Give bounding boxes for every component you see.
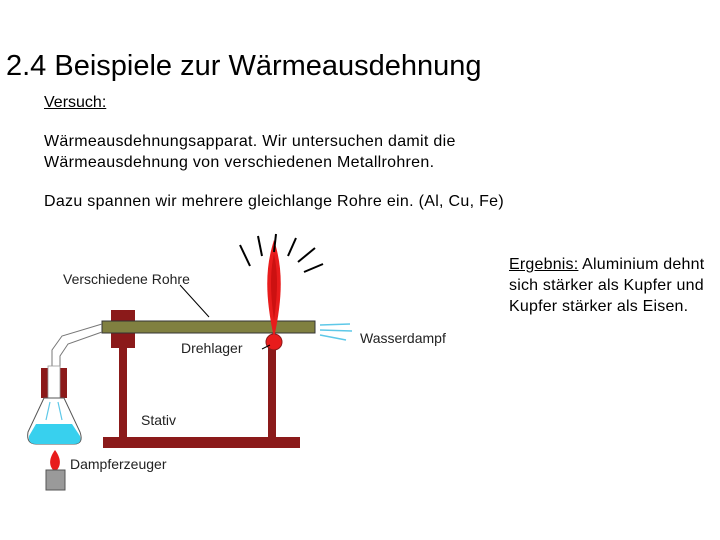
burner-body [46, 470, 65, 490]
stand-right-post [268, 340, 276, 440]
motion-line [288, 238, 296, 256]
flask-neck [48, 366, 60, 400]
setup-text: Dazu spannen wir mehrere gleichlange Rohre ein. (Al, Cu, Fe) [44, 193, 504, 210]
result-body: Aluminium dehnt sich stärker als Kupfer und Kupfer stärker als Eisen. [509, 256, 705, 315]
steam-generator-flask [28, 366, 81, 444]
burner-flame [50, 450, 60, 472]
motion-line [298, 248, 315, 262]
burner [46, 450, 65, 490]
steam-line [320, 330, 352, 331]
stand-left-post [119, 340, 127, 440]
page-title: 2.4 Beispiele zur Wärmeausdehnung [6, 50, 482, 82]
motion-line [240, 245, 250, 266]
tubes-label: Verschiedene Rohre [63, 271, 190, 287]
stand-label: Stativ [141, 412, 177, 428]
experiment-heading: Versuch: [44, 94, 107, 111]
steam-line [320, 335, 346, 340]
result-label: Ergebnis: [509, 256, 579, 273]
steam-label: Wasserdampf [360, 330, 446, 346]
pivot-label: Drehlager [181, 340, 243, 356]
tubes-leader-line [180, 285, 209, 317]
description-line-2: Wärmeausdehnung von verschiedenen Metallrohren. [44, 154, 435, 171]
steam-lines [320, 324, 352, 340]
motion-line [304, 264, 323, 272]
steam-generator-label: Dampferzeuger [70, 456, 167, 472]
steam-line [320, 324, 350, 325]
connection-pipe-outline [60, 332, 102, 372]
flask-water [29, 424, 81, 444]
motion-line [258, 236, 262, 256]
metal-tube [102, 321, 315, 333]
description-line-1: Wärmeausdehnungsapparat. Wir untersuchen damit die [44, 133, 456, 150]
